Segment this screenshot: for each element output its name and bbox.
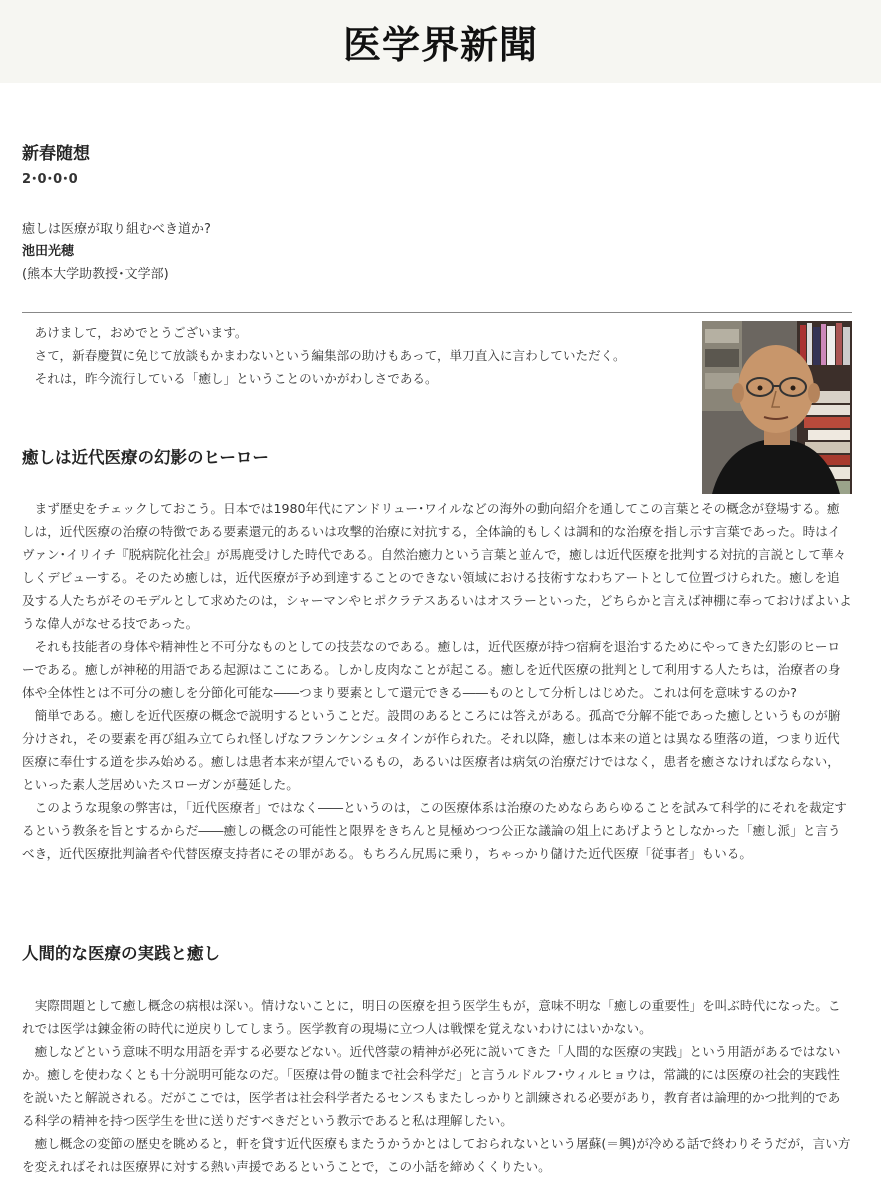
author-affiliation: (熊本大学助教授･文学部): [22, 267, 169, 282]
column-title: 新春随想: [22, 144, 90, 164]
section-heading: 人間的な医療の実践と癒し: [22, 944, 220, 963]
divider: [22, 312, 852, 313]
paragraph: それも技能者の身体や精神性と不可分なものとしての技芸なのである。癒しは，近代医療が持つ宿痾を退治するためにやってきた幻影のヒーローである。癒しが神秘的用語である起源はここにある。しかし皮肉なことが起こる。癒しを近代医療の批判として利用する人たちは，治療者の身体や全体性とは不可分の癒しを分節化可能な――つまり要素として還元できる――ものとして分析しはじめた。これは何を意味するのか?: [22, 639, 841, 700]
author-photo: [702, 321, 852, 494]
paragraph: 癒し概念の変節の歴史を眺めると，軒を貸す近代医療もまたうかうかとはしておられないという屠蘇(＝興)が冷める話で終わりそうだが，言い方を変えればそれは医療界に対する熱い声援であるということで，この小話を締めくくりたい。: [22, 1136, 851, 1174]
article-subtitle: 癒しは医療が取り組むべき道か?: [22, 222, 211, 237]
intro-line: あけまして，おめでとうございます。: [34, 325, 248, 340]
intro-line: さて，新春慶賀に免じて放談もかまわないという編集部の助けもあって，単刀直入に言わしていただく。: [34, 348, 626, 363]
newspaper-title: 医学界新聞: [342, 23, 538, 67]
column-year: 2･0･0･0: [22, 172, 78, 187]
masthead: [0, 0, 881, 83]
paragraph: 実際問題として癒し概念の病根は深い。情けないことに，明日の医療を担う医学生もが，意味不明な「癒しの重要性」を叫ぶ時代になった。これでは医学は錬金術の時代に逆戻りしてしまう。医学教育の現場に立つ人は戦慄を覚えないわけにはいかない。: [22, 998, 841, 1036]
section-heading: 癒しは近代医療の幻影のヒーロー: [22, 448, 269, 467]
intro-text: [22, 321, 692, 390]
paragraph: まず歴史をチェックしておこう。日本では1980年代にアンドリュー･ワイルなどの海外の動向紹介を通してこの言葉とその概念が登場する。癒しは，近代医療の治療の特徴である要素還元的あるいは攻撃的治療に対抗する，全体論的もしくは調和的な治療を指し示す言葉であった。時はイヴァン･イリイチ『脱病院化社会』が馬鹿受けした時代である。自然治癒力という言葉と並んで，癒しは近代医療を批判する対抗的言説として華々しくデビューする。そのため癒しは，近代医療が予め到達することのできない領域における技術すなわちアートとして位置づけられた。癒しを追及する人たちがそのモデルとして求めたのは，シャーマンやヒポクラテスあるいはオスラーといった，どちらかと言えば神棚に奉っておけばよいような偉人がなせる技であった。: [22, 501, 852, 631]
paragraph: 癒しなどという意味不明な用語を弄する必要などない。近代啓蒙の精神が必死に説いてきた「人間的な医療の実践」という用語があるではないか。癒しを使わなくとも十分説明可能なのだ。「医療は骨の髄まで社会科学だ」と言うルドルフ･ウィルヒョウは，常識的には医療の社会的実践性を説いたと解説される。だがここでは，医学者は社会科学者たるセンスもまたしっかりと訓練される必要があり，教育者は論理的かつ批判的である科学の精神を持つ医学生を世に送りだすべきだという教示であると私は理解したい。: [22, 1044, 841, 1128]
section-body: [22, 994, 852, 1178]
section-body: [22, 497, 852, 865]
paragraph: 簡単である。癒しを近代医療の概念で説明するということだ。設問のあるところには答えがある。孤高で分解不能であった癒しというものが腑分けされ，その要素を再び組み立てられ怪しげなフランケンシュタインが作られた。それ以降，癒しは本来の道とは異なる堕落の道，つまり近代医療に奉仕する道を歩み始める。癒しは患者本来が望んでいるもの，あるいは医療者は病気の治療だけではなく，患者を癒さなければならない，といった素人芝居めいたスローガンが蔓延した。: [22, 708, 841, 792]
author-name: 池田光穂: [22, 244, 75, 259]
author-portrait-icon: [702, 321, 852, 494]
intro-line: それは，昨今流行している「癒し」ということのいかがわしさである。: [34, 371, 438, 386]
paragraph: このような現象の弊害は，「近代医療者」ではなく――というのは，この医療体系は治療のためならあらゆることを試みて科学的にそれを裁定するという教条を旨とするからだ――癒しの概念の可能性と限界をきちんと見極めつつ公正な議論の俎上にあげようとしなかった「癒し派」と言うべき，近代医療批判論者や代替医療支持者にその罪がある。もちろん尻馬に乗り，ちゃっかり儲けた近代医療「従事者」もいる。: [22, 800, 847, 861]
